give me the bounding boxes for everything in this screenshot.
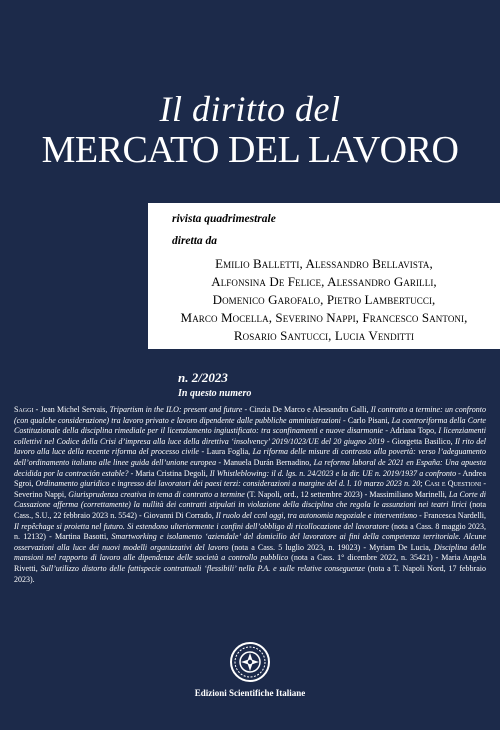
toc-author-text: - Maria Cristina Degoli,	[128, 468, 210, 478]
toc-author-text: (nota a Cass. 8 maggio 2023, n. 12132) - Martina Basotti,	[14, 521, 486, 542]
toc-author-text: - Francesca Nardelli,	[417, 510, 487, 520]
toc-article-title: La controriforma della Corte Costituzionale della disciplina rimediale per il licenziamento ingiustificato: tra sconfinamenti e nuove disarmonie	[14, 415, 486, 436]
toc-author-text: - Jean Michel Servais,	[33, 405, 110, 414]
toc-author-text: (nota Cass., S.U., 22 febbraio 2023 n. 5542) - Giovanni Di Corrado,	[14, 500, 486, 520]
editors-line: Emilio Balletti, Alessandro Bellavista,	[215, 256, 433, 271]
title-line-2: MERCATO DEL LAVORO	[41, 129, 459, 171]
toc-article-title: Disciplina delle mansioni nel rapporto di lavoro alle dipendenze delle società a controllo pubblico	[14, 542, 486, 563]
toc-author-text: - Carlo Pisani,	[340, 415, 392, 425]
table-of-contents	[14, 405, 486, 585]
toc-author-text: (nota a Cass. 5 luglio 2023, n. 19023) - Myriam De Lucia,	[228, 542, 434, 552]
toc-author-text: - Manuela Durán Bernadino,	[216, 457, 314, 467]
toc-article-title: Tripartism in the ILO: present and future	[109, 405, 243, 414]
toc-author-text: - Andrea Sgroi,	[14, 468, 487, 489]
toc-author-text: (nota a T. Napoli Nord, 17 febbraio 2023).	[14, 563, 486, 584]
toc-article-title: La Corte di Cassazione afferma (correttamente) la nullità dei contratti stipulati in violazione della disciplina che regola le assunzioni nei teatri lirici	[14, 489, 486, 510]
toc-section-heading: Saggi	[14, 405, 34, 414]
toc-author-text: (nota a Cass. 1° dicembre 2022, n. 35421) - Maria Angela Rivetti,	[14, 553, 486, 573]
toc-author-text: - Severino Nappi,	[14, 479, 487, 499]
toc-article-title: Il rito del lavoro alla luce della recente riforma del processo civile	[14, 436, 487, 457]
toc-author-text: - Giorgetta Basilico,	[384, 436, 455, 446]
editors-line: Rosario Santucci, Lucia Venditti	[233, 328, 415, 343]
toc-article-title: La reforma laboral de 2021 en España: Una apuesta decidida por la contración estable?	[14, 457, 487, 478]
toc-article-title: I licenziamenti collettivi nel Codice della Crisi d’impresa alla luce della direttiva ‘insolvency’ 2019/1023/UE del 20 giugno 2019	[14, 426, 486, 446]
editors-list	[158, 255, 490, 345]
toc-article-title: Ordinamento giuridico e ingresso dei lavoratori dei paesi terzi: considerazioni a margine del d. l. 10 marzo 2023 n. 20	[35, 479, 421, 489]
toc-article-title: Il ruolo del ccnl oggi, tra autonomia negoziale e interventismo	[215, 510, 418, 520]
editors-line: Alfonsina De Felice, Alessandro Garilli,	[211, 274, 437, 289]
toc-author-text: (T. Napoli, ord., 12 settembre 2023) - Massimiliano Marinelli,	[244, 489, 449, 499]
editors-line: Domenico Garofalo, Pietro Lambertucci,	[212, 292, 436, 307]
publisher-seal-icon	[229, 641, 271, 683]
toc-author-text: ;	[420, 479, 425, 489]
toc-author-text: - Laura Foglia,	[198, 447, 253, 457]
toc-author-text: - Cinzia De Marco e Alessandro Galli,	[242, 405, 371, 414]
title-line-1: Il diritto del	[159, 89, 341, 129]
toc-author-text: - Adriana Topo,	[383, 426, 439, 436]
toc-article-title: La riforma delle misure di contrasto alla povertà: verso l’adeguamento dell’ordinamento italiano alle linee guida dell’unione europea	[14, 447, 487, 467]
issue-number: n. 2/2023	[178, 370, 228, 385]
toc-section-heading: Casi e Questioni	[424, 479, 482, 489]
toc-article-title: Giurisprudenza creativa in tema di contratto a termine	[68, 489, 245, 499]
publisher-name: Edizioni Scientifiche Italiane	[194, 688, 306, 698]
journal-frequency: rivista quadrimestrale	[172, 213, 276, 225]
editors-box	[148, 203, 500, 349]
directed-by-label: diretta da	[172, 235, 218, 247]
editors-line: Marco Mocella, Severino Nappi, Francesco Santoni,	[180, 310, 468, 325]
toc-article-title: Sull’utilizzo distorto delle fattispecie contrattuali ‘flessibili’ nella P.A. e sulle relative conseguenze	[40, 563, 365, 573]
toc-article-title: Smartworking e isolamento ‘aziendale’ del domicilio del lavoratore ai fini della competenza territoriale. Alcune osservazioni alla luce dei nuovi modelli organizzativi del lavoro	[14, 532, 486, 552]
toc-article-title: Il contratto a termine: un confronto (con qualche considerazione) tra lavoro privato e lavoro dipendente dalle pubbliche amministrazioni	[14, 405, 486, 425]
toc-article-title: Il Whistleblowing: il d. lgs. n. 24/2023 e la dir. UE n. 2019/1937 a confronto	[209, 468, 457, 478]
toc-article-title: Il repêchage si proietta nel futuro. Si estendono ulteriormente i confini dell’obbligo di ricollocazione del lavoratore	[14, 521, 390, 531]
in-this-issue-label: In questo numero	[178, 388, 252, 399]
